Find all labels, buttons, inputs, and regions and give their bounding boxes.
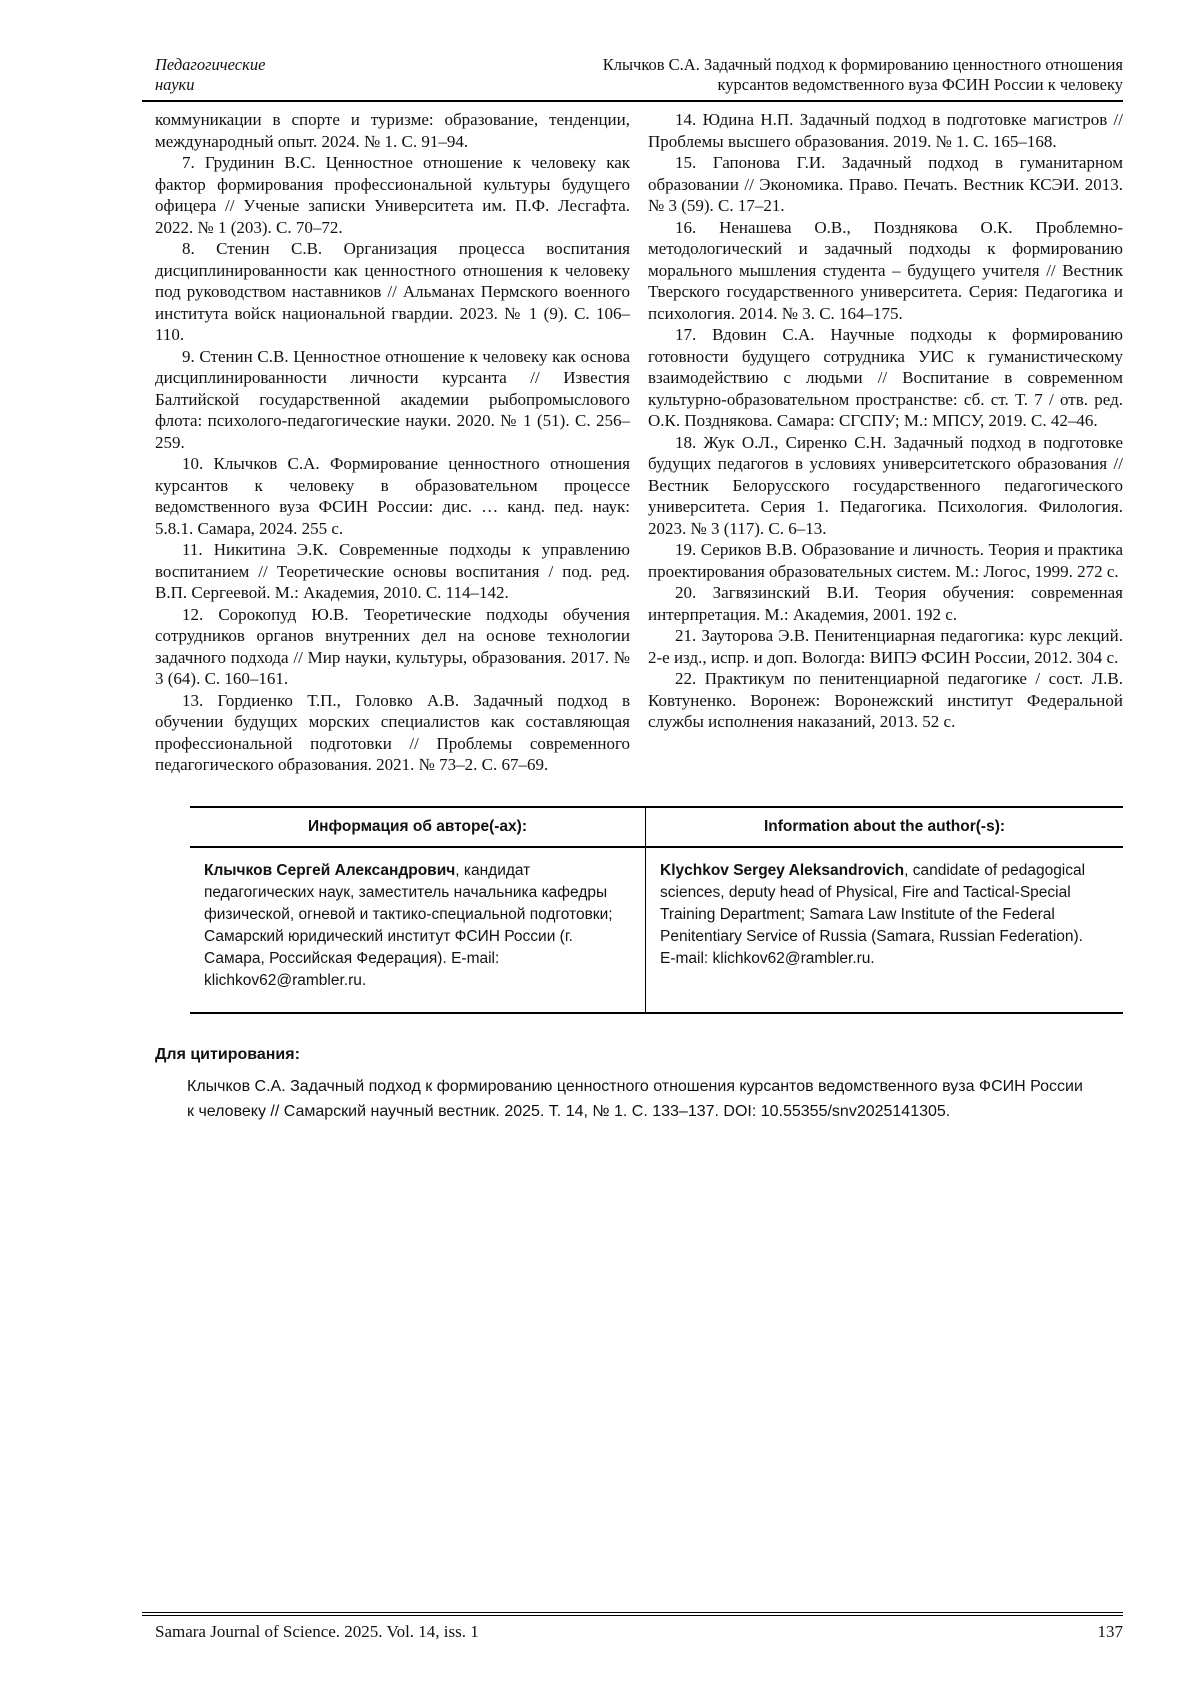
running-title: Клычков С.А. Задачный подход к формированию ценностного отношения курсантов ведомственного вуза ФСИН России к человеку <box>602 55 1123 94</box>
author-info-ru <box>190 848 645 1012</box>
reference-item: 12. Сорокопуд Ю.В. Теоретические подходы обучения сотрудников органов внутренних дел на основе технологии задачного подхода // Мир науки, культуры, образования. 2017. № 3 (64). С. 160–161. <box>155 604 630 688</box>
author-details-ru: , кандидат педагогических наук, заместитель начальника кафедры физической, огневой и тактико-специальной подготовки; Самарский юридический институт ФСИН России (г. Самара, Российская Федерация). E-mail: klichkov62@rambler.ru. <box>204 861 613 989</box>
page-footer <box>142 1612 1123 1642</box>
citation-block <box>142 1046 1123 1124</box>
author-email-en: E-mail: klichkov62@rambler.ru. <box>660 949 875 967</box>
footer-page-number: 137 <box>1097 1622 1123 1641</box>
author-name-en: Klychkov Sergey Aleksandrovich <box>660 861 905 879</box>
reference-item: 10. Клычков С.А. Формирование ценностного отношения курсантов к человеку в образовательном процессе ведомственного вуза ФСИН России: дис. … канд. пед. наук: 5.8.1. Самара, 2024. 255 с. <box>155 454 630 538</box>
reference-item: 16. Ненашева О.В., Позднякова О.К. Проблемно-методологический и задачный подходы к формированию морального мышления студента – будущего учителя // Вестник Тверского государственного университета. Серия: Педагогика и психология. 2014. № 3. С. 164–175. <box>648 217 1123 323</box>
references-right-column <box>648 109 1123 776</box>
reference-item: 21. Зауторова Э.В. Пенитенциарная педагогика: курс лекций. 2-е изд., испр. и доп. Вологда: ВИПЭ ФСИН России, 2012. 304 с. <box>648 626 1123 667</box>
reference-item: коммуникации в спорте и туризме: образование, тенденции, международный опыт. 2024. № 1. С. 91–94. <box>155 110 630 151</box>
reference-item: 17. Вдовин С.А. Научные подходы к формированию готовности будущего сотрудника УИС к гуманистическому взаимодействию с людьми // Воспитание в современном культурно-образовательном пространстве: сб. ст. Т. 7 / отв. ред. О.К. Позднякова. Самара: СГСПУ; М.: МПСУ, 2019. С. 42–46. <box>648 325 1123 430</box>
author-name-ru: Клычков Сергей Александрович <box>204 861 456 879</box>
reference-item: 14. Юдина Н.П. Задачный подход в подготовке магистров // Проблемы высшего образования. 2019. № 1. С. 165–168. <box>648 110 1123 151</box>
author-info-en <box>645 848 1123 1012</box>
author-table-header-ru: Информация об авторе(-ах): <box>307 817 527 835</box>
references-left-column <box>155 109 630 776</box>
reference-item: 8. Стенин С.В. Организация процесса воспитания дисциплинированности как ценностного отношения к человеку под руководством наставников // Альманах Пермского военного института войск национальной гвардии. 2023. № 1 (9). С. 106–110. <box>155 239 630 344</box>
reference-item: 19. Сериков В.В. Образование и личность. Теория и практика проектирования образовательных систем. М.: Логос, 1999. 272 с. <box>648 540 1123 581</box>
reference-item: 13. Гордиенко Т.П., Головко А.В. Задачный подход в обучении будущих морских специалистов как составляющая профессиональной подготовки // Проблемы современного педагогического образования. 2021. № 73–2. С. 67–69. <box>155 690 630 774</box>
reference-item: 11. Никитина Э.К. Современные подходы к управлению воспитанием // Теоретические основы воспитания / под. ред. В.П. Сергеевой. М.: Академия, 2010. С. 114–142. <box>155 540 630 602</box>
reference-item: 7. Грудинин В.С. Ценностное отношение к человеку как фактор формирования профессиональной культуры будущего офицера // Ученые записки Университета им. П.Ф. Лесгафта. 2022. № 1 (203). С. 70–72. <box>155 153 630 237</box>
journal-page <box>142 55 1123 1124</box>
author-table-header-en: Information about the author(-s): <box>645 808 1123 846</box>
author-table-header-row <box>190 808 1123 848</box>
section-label: Педагогические науки <box>155 55 266 94</box>
author-table-body-row <box>190 848 1123 1012</box>
reference-item: 18. Жук О.Л., Сиренко С.Н. Задачный подход в подготовке будущих педагогов в условиях университетского образования // Вестник Белорусского государственного педагогического университета. Серия 1. Педагогика. Психология. Филология. 2023. № 3 (117). С. 6–13. <box>648 432 1123 538</box>
reference-item: 15. Гапонова Г.И. Задачный подход в гуманитарном образовании // Экономика. Право. Печать. Вестник КСЭИ. 2013. № 3 (59). С. 17–21. <box>648 153 1123 215</box>
reference-item: 22. Практикум по пенитенциарной педагогике / сост. Л.В. Ковтуненко. Воронеж: Воронежский институт Федеральной службы исполнения наказаний, 2013. 52 с. <box>648 669 1123 731</box>
references-section <box>142 109 1123 776</box>
citation-label: Для цитирования: <box>155 1045 300 1063</box>
reference-item: 20. Загвязинский В.И. Теория обучения: современная интерпретация. М.: Академия, 2001. 192 с. <box>648 583 1123 624</box>
citation-text: Клычков С.А. Задачный подход к формированию ценностного отношения курсантов ведомственного вуза ФСИН России к человеку // Самарский научный вестник. 2025. Т. 14, № 1. С. 133–137. DOI: 10.55355/snv2025141305. <box>187 1077 1083 1120</box>
footer-journal: Samara Journal of Science. 2025. Vol. 14, iss. 1 <box>155 1622 479 1641</box>
running-head <box>142 55 1123 102</box>
author-details-en: , candidate of pedagogical sciences, deputy head of Physical, Fire and Tactical-Special Training Department; Samara Law Institute of the Federal Penitentiary Service of Russia (Samara, Russian Federation). <box>660 861 1086 945</box>
author-info-table <box>190 806 1123 1014</box>
reference-item: 9. Стенин С.В. Ценностное отношение к человеку как основа дисциплинированности личности курсанта // Известия Балтийской государственной академии рыбопромыслового флота: психолого-педагогические науки. 2020. № 1 (51). С. 256–259. <box>155 346 630 452</box>
